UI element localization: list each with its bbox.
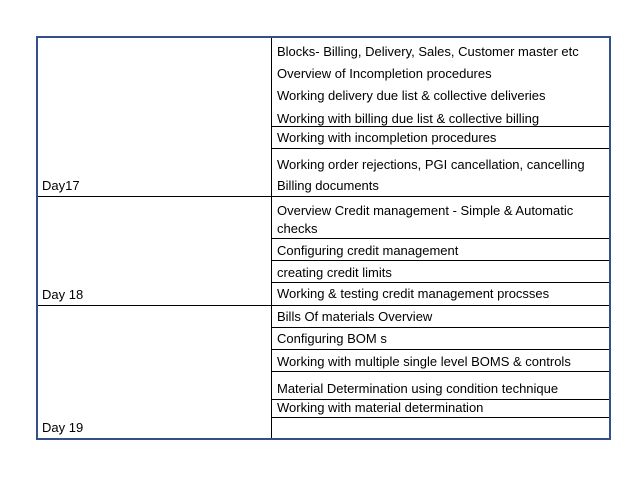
topic-cell: [272, 417, 609, 438]
topic-cell: [272, 305, 609, 327]
topic-cell: [272, 371, 609, 399]
day-label: Day17: [42, 178, 80, 193]
day-label: Day 18: [42, 287, 84, 302]
topic-cell: [272, 282, 609, 305]
topic-cell: [272, 196, 609, 238]
topic-line: Material Determination using condition technique: [277, 381, 559, 396]
topic-line: Overview of Incompletion procedures: [277, 66, 492, 81]
day-label: Day 19: [42, 420, 84, 435]
topic-line: Working with incompletion procedures: [277, 130, 497, 145]
topic-line: Configuring credit management: [277, 243, 459, 258]
topic-cell: [272, 260, 609, 282]
topic-line: Working with billing due list & collective billing: [277, 111, 540, 126]
topic-line: Configuring BOM s: [277, 331, 387, 346]
topic-cell: [272, 126, 609, 148]
topic-line: Billing documents: [277, 178, 379, 193]
topics-cell: [272, 38, 609, 196]
topic-line: Blocks- Billing, Delivery, Sales, Customer master etc: [277, 44, 579, 59]
day-cell: [38, 196, 272, 305]
topic-line: checks: [277, 221, 318, 236]
topic-line: Working with multiple single level BOMS & controls: [277, 354, 571, 369]
topic-cell: [272, 238, 609, 260]
topic-cell: [272, 38, 609, 126]
topic-line: Working delivery due list & collective deliveries: [277, 88, 546, 103]
topic-cell: [272, 399, 609, 417]
topic-line: Working with material determination: [277, 400, 484, 415]
topic-cell: [272, 148, 609, 196]
topic-cell: [272, 349, 609, 371]
topic-line: Overview Credit management - Simple & Automatic: [277, 203, 574, 218]
topic-cell: [272, 327, 609, 349]
topics-cell: [272, 196, 609, 305]
day-cell: [38, 38, 272, 196]
topic-line: creating credit limits: [277, 265, 392, 280]
training-schedule-table: [36, 36, 611, 440]
topics-cell: [272, 305, 609, 438]
topic-line: Working & testing credit management procsses: [277, 286, 550, 301]
topic-line: Bills Of materials Overview: [277, 309, 433, 324]
topic-line: Working order rejections, PGI cancellation, cancelling: [277, 157, 585, 172]
day-cell: [38, 305, 272, 438]
